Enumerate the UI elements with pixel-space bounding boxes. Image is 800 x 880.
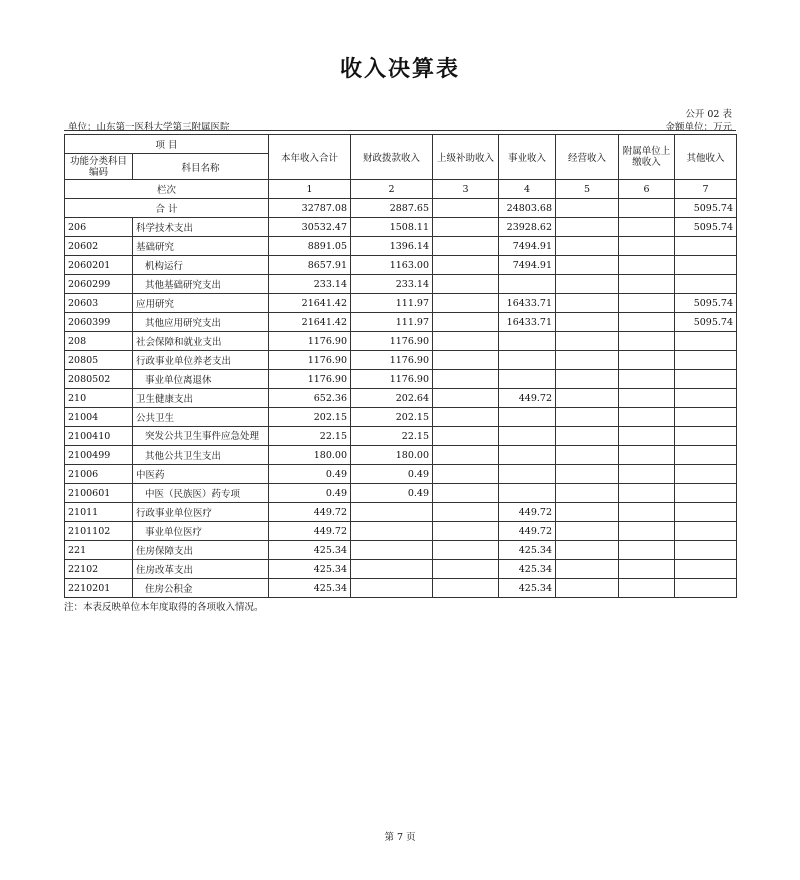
total-label: 合 计	[65, 199, 269, 218]
amount-cell	[499, 351, 556, 370]
subject-code: 210	[65, 389, 133, 408]
amount-cell	[675, 408, 737, 427]
amount-cell	[433, 465, 499, 484]
amount-cell	[619, 503, 675, 522]
subject-name: 卫生健康支出	[133, 389, 269, 408]
amount-cell: 16433.71	[499, 313, 556, 332]
amount-cell: 0.49	[351, 484, 433, 503]
amount-cell	[556, 560, 619, 579]
amount-cell	[556, 370, 619, 389]
table-row	[65, 313, 737, 332]
amount-cell	[351, 503, 433, 522]
amount-cell: 425.34	[269, 560, 351, 579]
amount-cell: 652.36	[269, 389, 351, 408]
page-title: 收入决算表	[339, 57, 460, 82]
subject-name: 其他公共卫生支出	[133, 446, 269, 465]
amount-cell: 111.97	[351, 294, 433, 313]
amount-cell	[499, 446, 556, 465]
func-code-header: 功能分类科目编码	[65, 154, 133, 180]
income-table	[64, 134, 737, 598]
amount-cell: 449.72	[499, 503, 556, 522]
amount-cell: 1176.90	[351, 332, 433, 351]
amount-cell	[675, 522, 737, 541]
amount-cell	[619, 484, 675, 503]
amount-cell: 1176.90	[351, 370, 433, 389]
subject-name: 公共卫生	[133, 408, 269, 427]
amount-cell	[675, 370, 737, 389]
subject-name: 科学技术支出	[133, 218, 269, 237]
table-row	[65, 427, 737, 446]
amount-cell	[556, 427, 619, 446]
subject-name: 应用研究	[133, 294, 269, 313]
total-cell	[619, 199, 675, 218]
amount-cell	[433, 351, 499, 370]
amount-cell	[556, 332, 619, 351]
amount-cell: 180.00	[351, 446, 433, 465]
total-cell	[433, 199, 499, 218]
table-row	[65, 503, 737, 522]
amount-cell: 0.49	[269, 465, 351, 484]
amount-cell	[619, 351, 675, 370]
amount-cell	[433, 332, 499, 351]
amount-cell	[499, 427, 556, 446]
col-number: 3	[433, 180, 499, 199]
amount-cell	[675, 503, 737, 522]
subject-name: 基础研究	[133, 237, 269, 256]
amount-cell	[499, 484, 556, 503]
amount-cell: 16433.71	[499, 294, 556, 313]
subject-code: 21006	[65, 465, 133, 484]
amount-cell	[675, 560, 737, 579]
table-row	[65, 389, 737, 408]
table-row	[65, 275, 737, 294]
subject-code: 2060201	[65, 256, 133, 275]
amount-cell	[556, 522, 619, 541]
table-row	[65, 237, 737, 256]
col-number: 6	[619, 180, 675, 199]
amount-cell	[556, 275, 619, 294]
table-row	[65, 465, 737, 484]
amount-cell	[556, 465, 619, 484]
amount-cell	[675, 579, 737, 598]
amount-cell	[433, 541, 499, 560]
amount-cell	[619, 237, 675, 256]
amount-cell	[433, 294, 499, 313]
subject-name: 事业单位离退休	[133, 370, 269, 389]
amount-cell	[619, 389, 675, 408]
amount-cell	[499, 408, 556, 427]
total-cell: 2887.65	[351, 199, 433, 218]
amount-cell: 22.15	[351, 427, 433, 446]
subject-code: 21004	[65, 408, 133, 427]
amount-cell: 233.14	[351, 275, 433, 294]
amount-cell: 425.34	[269, 579, 351, 598]
subject-name: 行政事业单位医疗	[133, 503, 269, 522]
footnote: 注：本表反映单位本年度取得的各项收入情况。	[64, 602, 264, 613]
amount-cell	[556, 294, 619, 313]
table-row	[65, 541, 737, 560]
amount-cell	[619, 522, 675, 541]
table-row	[65, 522, 737, 541]
amount-cell	[351, 579, 433, 598]
amount-cell: 449.72	[499, 522, 556, 541]
amount-cell: 0.49	[351, 465, 433, 484]
amount-cell	[433, 579, 499, 598]
amount-cell	[433, 370, 499, 389]
table-row	[65, 579, 737, 598]
amount-cell: 233.14	[269, 275, 351, 294]
amount-cell: 425.34	[269, 541, 351, 560]
amount-cell	[433, 275, 499, 294]
amount-cell	[619, 256, 675, 275]
col-header: 财政拨款收入	[351, 135, 433, 180]
amount-cell	[433, 408, 499, 427]
amount-cell	[675, 541, 737, 560]
subject-name: 机构运行	[133, 256, 269, 275]
col-number: 5	[556, 180, 619, 199]
amount-cell	[619, 294, 675, 313]
amount-cell	[619, 541, 675, 560]
table-row	[65, 351, 737, 370]
amount-cell: 425.34	[499, 560, 556, 579]
amount-cell	[556, 256, 619, 275]
amount-cell: 449.72	[269, 522, 351, 541]
amount-cell	[499, 370, 556, 389]
amount-cell	[433, 389, 499, 408]
amount-cell	[433, 218, 499, 237]
amount-cell	[675, 465, 737, 484]
col-number: 2	[351, 180, 433, 199]
amount-cell	[619, 560, 675, 579]
col-header: 其他收入	[675, 135, 737, 180]
amount-cell	[619, 275, 675, 294]
amount-cell: 1176.90	[269, 370, 351, 389]
amount-cell: 1176.90	[351, 351, 433, 370]
amount-cell	[619, 370, 675, 389]
amount-cell	[499, 275, 556, 294]
table-row	[65, 484, 737, 503]
col-number: 4	[499, 180, 556, 199]
amount-cell	[619, 579, 675, 598]
amount-cell	[619, 427, 675, 446]
amount-cell	[556, 408, 619, 427]
subject-code: 21011	[65, 503, 133, 522]
table-row	[65, 294, 737, 313]
amount-cell	[433, 503, 499, 522]
subject-name: 社会保障和就业支出	[133, 332, 269, 351]
amount-cell	[556, 446, 619, 465]
amount-cell	[556, 484, 619, 503]
subject-name: 行政事业单位养老支出	[133, 351, 269, 370]
subject-name: 中医（民族医）药专项	[133, 484, 269, 503]
subject-code: 20603	[65, 294, 133, 313]
amount-cell	[619, 465, 675, 484]
amount-cell	[619, 408, 675, 427]
amount-cell	[351, 522, 433, 541]
organization-label: 单位：山东第一医科大学第三附属医院	[68, 122, 230, 133]
subject-name: 住房保障支出	[133, 541, 269, 560]
amount-cell: 202.15	[269, 408, 351, 427]
subject-name: 事业单位医疗	[133, 522, 269, 541]
table-row	[65, 256, 737, 275]
amount-cell	[499, 332, 556, 351]
amount-cell: 449.72	[499, 389, 556, 408]
amount-cell	[619, 313, 675, 332]
project-header: 项 目	[65, 135, 269, 154]
table-row	[65, 332, 737, 351]
amount-cell: 7494.91	[499, 256, 556, 275]
amount-cell	[499, 465, 556, 484]
amount-cell: 30532.47	[269, 218, 351, 237]
amount-cell	[675, 256, 737, 275]
subject-code: 221	[65, 541, 133, 560]
subject-code: 2060399	[65, 313, 133, 332]
amount-cell: 180.00	[269, 446, 351, 465]
amount-cell: 111.97	[351, 313, 433, 332]
amount-cell	[675, 484, 737, 503]
amount-cell: 5095.74	[675, 313, 737, 332]
col-header: 事业收入	[499, 135, 556, 180]
page-number: 第 7 页	[384, 832, 416, 843]
subject-code: 2210201	[65, 579, 133, 598]
amount-cell	[675, 332, 737, 351]
subject-code: 2100601	[65, 484, 133, 503]
subject-code: 2100499	[65, 446, 133, 465]
amount-cell	[556, 313, 619, 332]
total-cell	[556, 199, 619, 218]
header-rule	[64, 130, 736, 131]
amount-cell: 1176.90	[269, 351, 351, 370]
amount-cell: 1508.11	[351, 218, 433, 237]
amount-cell	[675, 427, 737, 446]
amount-cell	[675, 389, 737, 408]
total-cell: 24803.68	[499, 199, 556, 218]
subject-code: 2060299	[65, 275, 133, 294]
amount-cell	[433, 560, 499, 579]
subject-code: 2101102	[65, 522, 133, 541]
amount-cell: 1396.14	[351, 237, 433, 256]
amount-cell	[556, 218, 619, 237]
subject-name: 其他基础研究支出	[133, 275, 269, 294]
amount-cell: 7494.91	[499, 237, 556, 256]
amount-cell	[556, 389, 619, 408]
unit-label: 金额单位：万元	[665, 122, 732, 133]
amount-cell: 21641.42	[269, 313, 351, 332]
amount-cell	[351, 560, 433, 579]
amount-cell	[556, 351, 619, 370]
amount-cell	[433, 522, 499, 541]
amount-cell	[433, 427, 499, 446]
amount-cell	[619, 218, 675, 237]
amount-cell: 449.72	[269, 503, 351, 522]
col-header: 上级补助收入	[433, 135, 499, 180]
amount-cell: 425.34	[499, 579, 556, 598]
amount-cell: 5095.74	[675, 218, 737, 237]
amount-cell	[556, 237, 619, 256]
amount-cell: 1176.90	[269, 332, 351, 351]
table-row	[65, 560, 737, 579]
subject-code: 22102	[65, 560, 133, 579]
subject-name: 住房改革支出	[133, 560, 269, 579]
amount-cell: 5095.74	[675, 294, 737, 313]
col-header: 附属单位上缴收入	[619, 135, 675, 180]
amount-cell: 23928.62	[499, 218, 556, 237]
amount-cell: 425.34	[499, 541, 556, 560]
table-row	[65, 446, 737, 465]
amount-cell: 1163.00	[351, 256, 433, 275]
amount-cell: 0.49	[269, 484, 351, 503]
amount-cell: 8891.05	[269, 237, 351, 256]
subject-code: 20805	[65, 351, 133, 370]
subject-code: 208	[65, 332, 133, 351]
amount-cell	[433, 446, 499, 465]
amount-cell: 21641.42	[269, 294, 351, 313]
subject-name: 其他应用研究支出	[133, 313, 269, 332]
amount-cell	[351, 541, 433, 560]
subject-name: 住房公积金	[133, 579, 269, 598]
amount-cell	[675, 275, 737, 294]
total-cell: 32787.08	[269, 199, 351, 218]
amount-cell: 22.15	[269, 427, 351, 446]
row-index-label: 栏次	[65, 180, 269, 199]
col-header: 本年收入合计	[269, 135, 351, 180]
amount-cell	[433, 237, 499, 256]
subject-code: 2100410	[65, 427, 133, 446]
amount-cell	[556, 579, 619, 598]
table-number: 公开 02 表	[685, 109, 732, 120]
table-row	[65, 218, 737, 237]
subject-code: 206	[65, 218, 133, 237]
amount-cell	[675, 351, 737, 370]
amount-cell	[619, 446, 675, 465]
col-header: 经营收入	[556, 135, 619, 180]
table-row	[65, 370, 737, 389]
amount-cell: 202.15	[351, 408, 433, 427]
subject-name-header: 科目名称	[133, 154, 269, 180]
amount-cell	[675, 237, 737, 256]
table-row	[65, 408, 737, 427]
amount-cell	[675, 446, 737, 465]
col-number: 1	[269, 180, 351, 199]
amount-cell	[556, 541, 619, 560]
amount-cell: 202.64	[351, 389, 433, 408]
subject-name: 中医药	[133, 465, 269, 484]
amount-cell	[619, 332, 675, 351]
amount-cell	[433, 256, 499, 275]
subject-code: 20602	[65, 237, 133, 256]
amount-cell: 8657.91	[269, 256, 351, 275]
subject-name: 突发公共卫生事件应急处理	[133, 427, 269, 446]
total-row	[65, 199, 737, 218]
col-number: 7	[675, 180, 737, 199]
total-cell: 5095.74	[675, 199, 737, 218]
amount-cell	[556, 503, 619, 522]
amount-cell	[433, 313, 499, 332]
amount-cell	[433, 484, 499, 503]
subject-code: 2080502	[65, 370, 133, 389]
